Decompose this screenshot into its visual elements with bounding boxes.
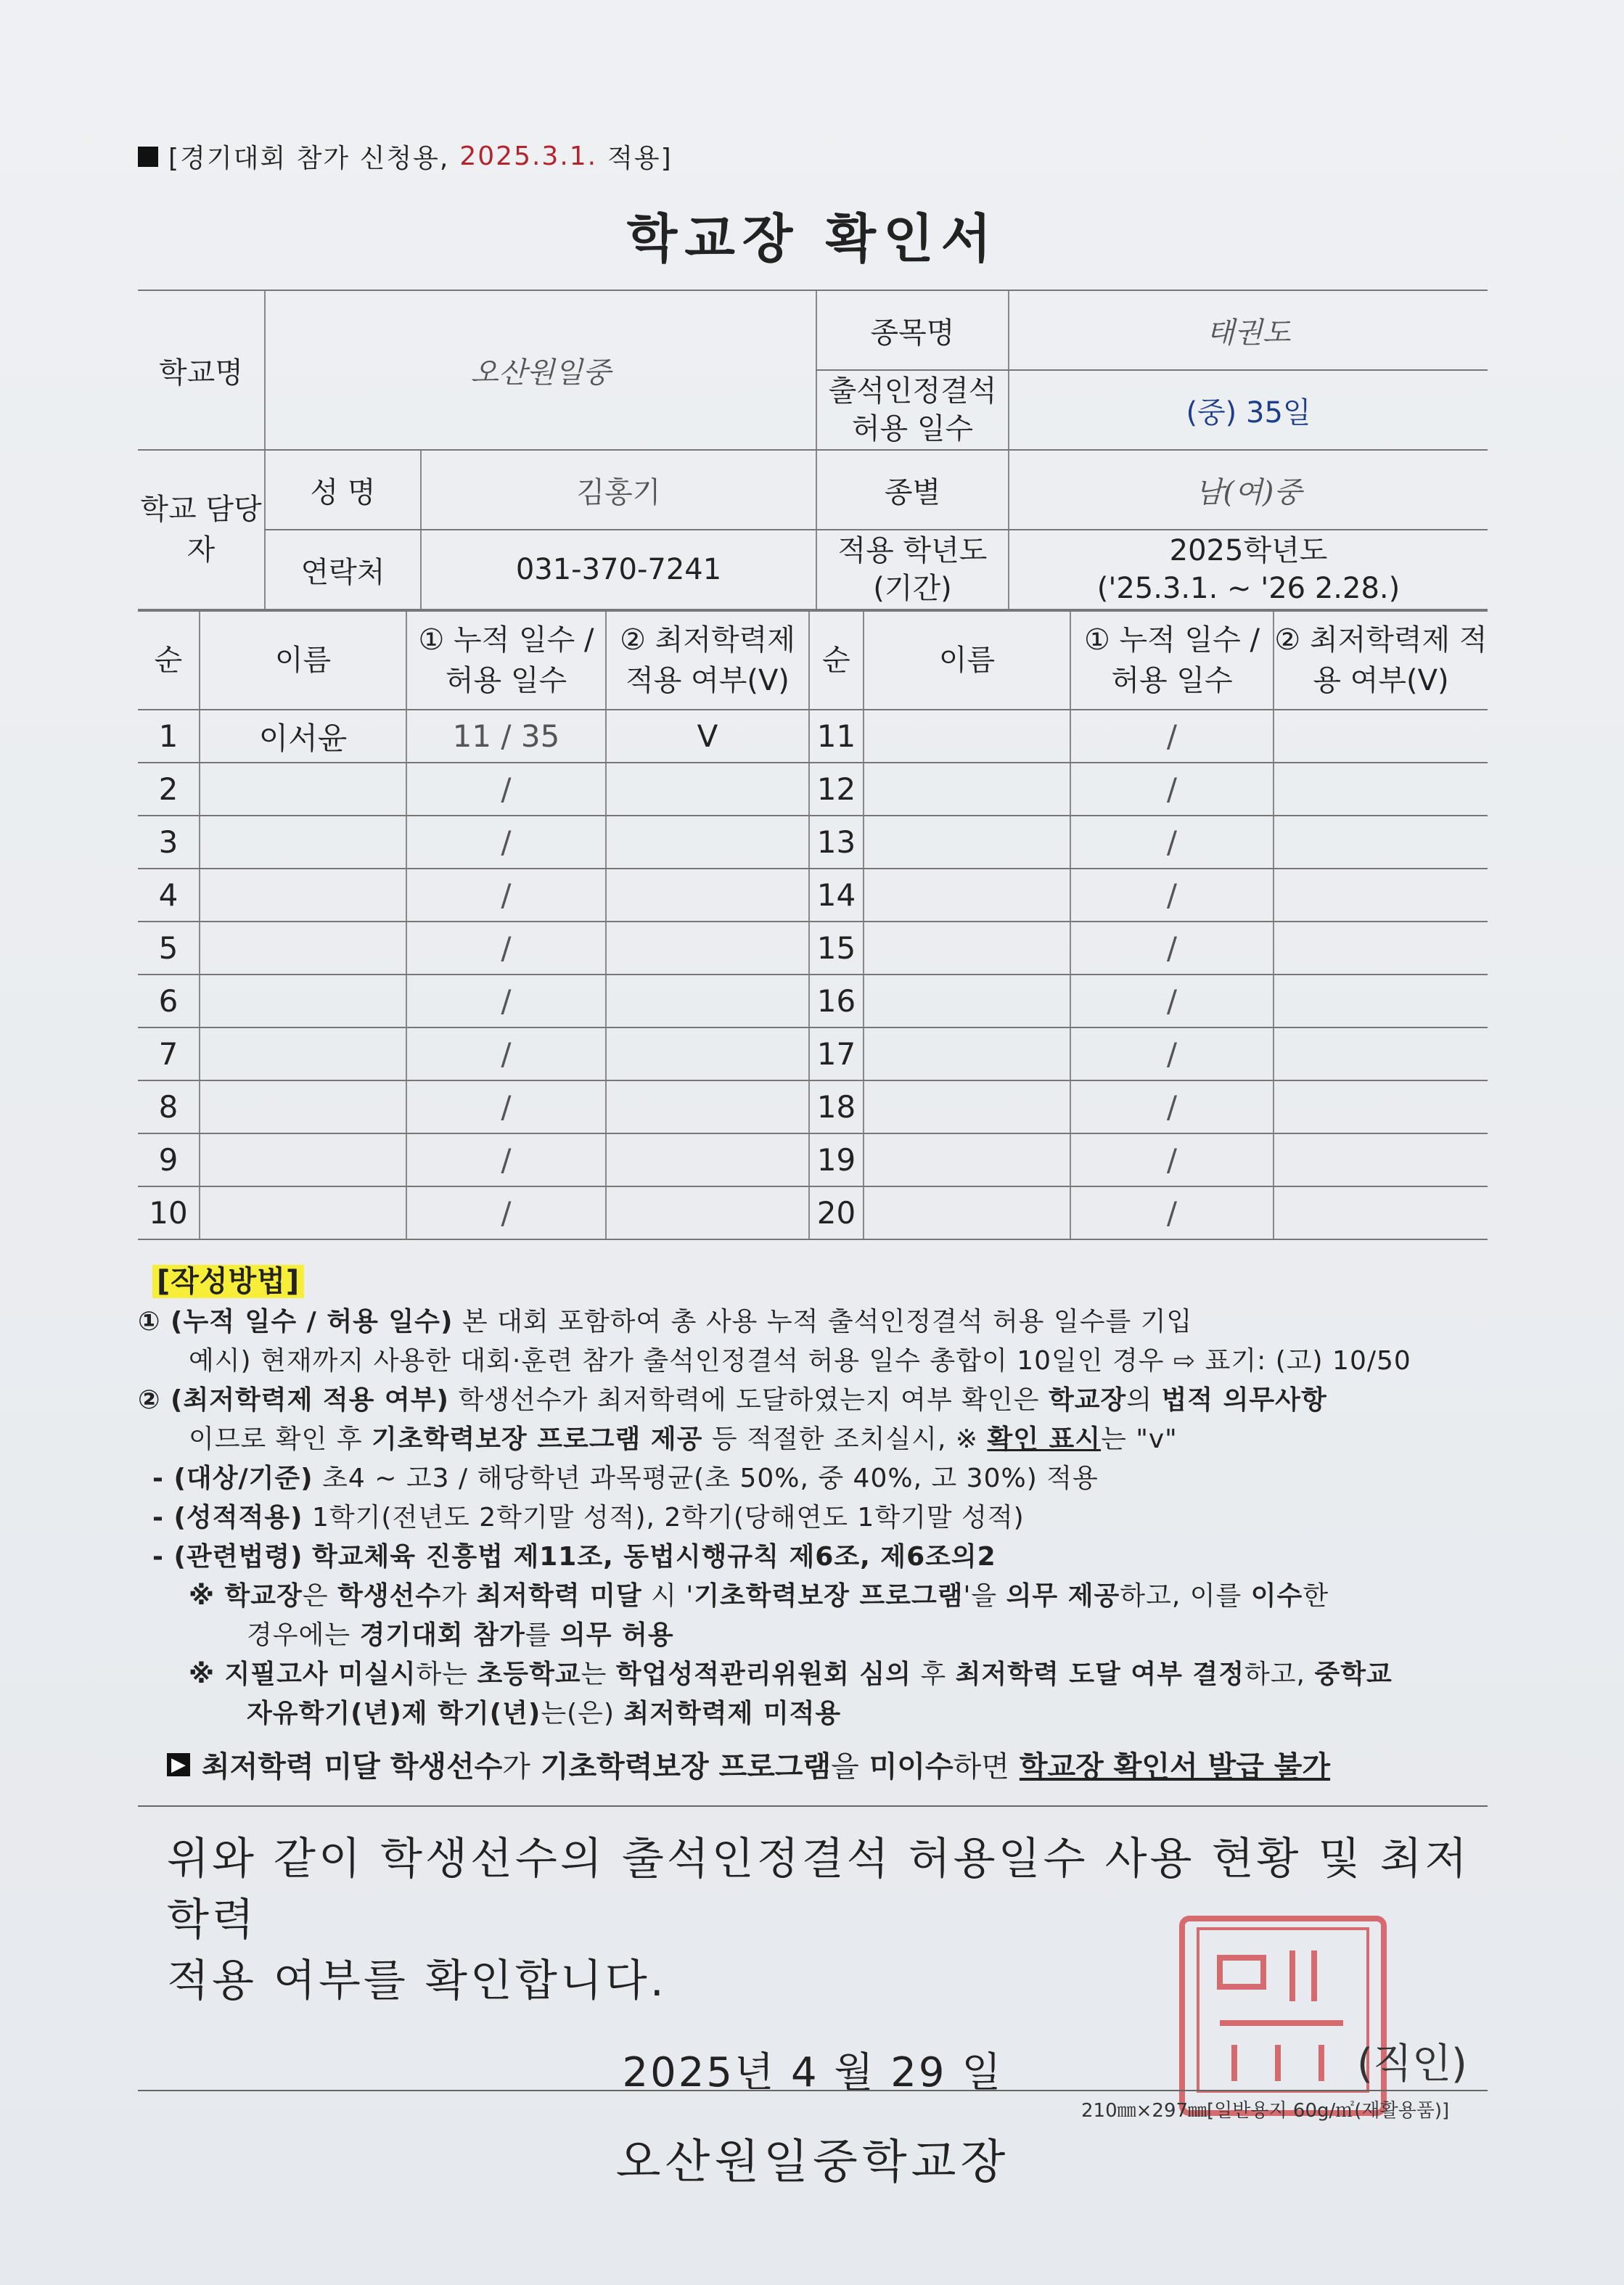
divider <box>138 1805 1488 1807</box>
note2-line2-c: 최저학력제 미적용 <box>623 1699 842 1728</box>
note1-b: 은 <box>302 1581 329 1611</box>
sport-label: 종목명 <box>816 290 1009 370</box>
bottom-divider <box>138 2090 1488 2091</box>
note1-g: 기초학력보장 프로그램 <box>694 1581 964 1611</box>
note1-i: 의무 제공 <box>1006 1581 1120 1611</box>
final-note <box>138 1744 1488 1785</box>
row-check <box>606 1186 809 1239</box>
final-d: 을 <box>831 1750 859 1784</box>
signer-name: 오산원일중학교장 <box>615 2136 1010 2189</box>
col-min: ② 최저학력제 적용 여부(V) <box>606 611 809 710</box>
confirm-line1: 위와 같이 학생선수의 출석인정결석 허용일수 사용 현황 및 최저학력 <box>167 1834 1470 1945</box>
name-label: 성 명 <box>265 450 421 530</box>
row-no: 2 <box>138 763 200 816</box>
row-check-right <box>1274 922 1488 975</box>
square-bullet-icon <box>138 147 158 167</box>
row-days: / <box>406 922 606 975</box>
note1-h: '을 <box>963 1581 998 1611</box>
year-value: 2025학년도 <box>1169 534 1328 567</box>
row-name <box>200 975 406 1027</box>
guide-item2-program: 기초학력보장 프로그램 제공 <box>372 1424 703 1454</box>
col-no-right: 순 <box>809 611 864 710</box>
guide-item1-example: 예시) 현재까지 사용한 대회·훈련 참가 출석인정결석 허용 일수 총합이 10일인 경우 ⇨ 표기: (고) 10/50 <box>189 1346 1411 1376</box>
row-check <box>606 922 809 975</box>
guide-sub3-text: 학교체육 진흥법 제11조, 동법시행규칙 제6조, 제6조의2 <box>311 1542 996 1572</box>
sport-value: 태권도 <box>1009 290 1488 370</box>
table-row <box>138 922 1488 975</box>
seal-label: (직인) <box>1357 2040 1467 2088</box>
row-check-right <box>1274 710 1488 763</box>
note2-i: 중학교 <box>1314 1660 1393 1689</box>
row-no-right: 15 <box>809 922 864 975</box>
writing-guide <box>138 1262 1488 1734</box>
row-days: / <box>406 975 606 1027</box>
final-c: 기초학력보장 프로그램 <box>540 1750 832 1784</box>
row-name-right <box>864 1027 1070 1080</box>
header-note-prefix: [경기대회 참가 신청용, <box>168 144 450 173</box>
row-name-right <box>864 1080 1070 1133</box>
paper-spec: 210㎜×297㎜[일반용지 60g/㎡(재활용품)] <box>1081 2100 1450 2122</box>
row-name <box>200 869 406 922</box>
row-name <box>200 1027 406 1080</box>
col-min-right: ② 최저학력제 적용 여부(V) <box>1274 611 1488 710</box>
row-name-right <box>864 922 1070 975</box>
note2-line2-b: 는(은) <box>541 1699 615 1728</box>
row-no: 5 <box>138 922 200 975</box>
note1-line2-a: 경우에는 <box>247 1620 351 1650</box>
absence-value: (중) 35일 <box>1009 370 1488 450</box>
row-no: 6 <box>138 975 200 1027</box>
row-no-right: 17 <box>809 1027 864 1080</box>
gender-value: 남(여)중 <box>1009 450 1488 530</box>
final-g: 학교장 확인서 발급 불가 <box>1019 1750 1331 1784</box>
table-row <box>138 816 1488 869</box>
header-note-suffix: 적용] <box>607 144 673 173</box>
row-no-right: 20 <box>809 1186 864 1239</box>
name-value: 김홍기 <box>421 450 816 530</box>
row-check <box>606 975 809 1027</box>
row-no: 8 <box>138 1080 200 1133</box>
table-row <box>138 1027 1488 1080</box>
row-days: / <box>406 763 606 816</box>
guide-note1-line2 <box>138 1616 1488 1655</box>
row-days: / <box>406 1133 606 1186</box>
row-no: 1 <box>138 710 200 763</box>
note2-f: 후 <box>920 1660 947 1689</box>
row-days: / <box>406 816 606 869</box>
info-table <box>138 290 1488 610</box>
row-no: 3 <box>138 816 200 869</box>
guide-note1 <box>138 1577 1488 1616</box>
row-days-right: / <box>1070 975 1274 1027</box>
col-name: 이름 <box>200 611 406 710</box>
table-row <box>138 710 1488 763</box>
table-row <box>138 975 1488 1027</box>
row-no-right: 12 <box>809 763 864 816</box>
col-no: 순 <box>138 611 200 710</box>
issue-date: 2025년 4 월 29 일 <box>622 2049 1004 2096</box>
row-no-right: 19 <box>809 1133 864 1186</box>
arrow-right-icon: ▶ <box>167 1753 190 1776</box>
row-days: / <box>406 1186 606 1239</box>
row-days: 11 / 35 <box>406 710 606 763</box>
manager-label: 학교 담당자 <box>138 450 265 610</box>
guide-item2-line2-a: 이므로 확인 후 <box>189 1424 363 1454</box>
school-seal-icon <box>1179 1916 1387 2116</box>
table-header-row <box>138 611 1488 710</box>
seal-graphic <box>1191 1921 1375 2099</box>
guide-sub1-title: - (대상/기준) <box>152 1464 313 1493</box>
row-days-right: / <box>1070 1186 1274 1239</box>
row-days-right: / <box>1070 710 1274 763</box>
guide-item2-principal: 학교장 <box>1048 1385 1127 1415</box>
table-row <box>138 1133 1488 1186</box>
row-name-right <box>864 710 1070 763</box>
row-no: 4 <box>138 869 200 922</box>
row-check-right <box>1274 763 1488 816</box>
final-b: 가 <box>502 1750 530 1784</box>
contact-value: 031-370-7241 <box>421 530 816 610</box>
row-name-right <box>864 1133 1070 1186</box>
guide-item2-mark: 확인 표시 <box>987 1424 1102 1454</box>
header-note-date: 2025.3.1. <box>459 141 598 171</box>
note1-f: 시 ' <box>651 1581 694 1611</box>
guide-item2-particle: 의 <box>1126 1385 1153 1415</box>
row-name-right <box>864 1186 1070 1239</box>
guide-item2-line2-e: 는 "v" <box>1101 1424 1178 1454</box>
row-days-right: / <box>1070 922 1274 975</box>
row-no-right: 14 <box>809 869 864 922</box>
row-name-right <box>864 816 1070 869</box>
row-check <box>606 1080 809 1133</box>
row-no-right: 13 <box>809 816 864 869</box>
guide-item2-title: ② (최저학력제 적용 여부) <box>138 1385 449 1415</box>
row-check-right <box>1274 1080 1488 1133</box>
row-days-right: / <box>1070 816 1274 869</box>
guide-item2-line2-c: 등 적절한 조치실시, ※ <box>711 1424 978 1454</box>
row-name-right <box>864 975 1070 1027</box>
document-body <box>138 138 1488 2191</box>
row-no-right: 16 <box>809 975 864 1027</box>
table-body <box>138 710 1488 1239</box>
col-days: ① 누적 일수 / 허용 일수 <box>406 611 606 710</box>
row-days-right: / <box>1070 1027 1274 1080</box>
note2-g: 최저학력 도달 여부 결정 <box>955 1660 1244 1689</box>
row-days-right: / <box>1070 1080 1274 1133</box>
year-cell <box>1009 530 1488 610</box>
row-name <box>200 1133 406 1186</box>
row-check-right <box>1274 1027 1488 1080</box>
row-name-right <box>864 763 1070 816</box>
row-no: 7 <box>138 1027 200 1080</box>
note2-h: 하고, <box>1244 1660 1305 1689</box>
row-name: 이서윤 <box>200 710 406 763</box>
note2-c: 초등학교 <box>477 1660 581 1689</box>
row-name <box>200 816 406 869</box>
row-days-right: / <box>1070 1133 1274 1186</box>
row-name <box>200 763 406 816</box>
note2-line2-a: 자유학기(년)제 학기(년) <box>247 1699 541 1728</box>
table-row <box>138 1186 1488 1239</box>
document-title: 학교장 확인서 <box>626 208 999 269</box>
row-no: 10 <box>138 1186 200 1239</box>
row-check-right <box>1274 975 1488 1027</box>
table-row <box>138 869 1488 922</box>
row-days: / <box>406 1027 606 1080</box>
guide-sub1-text: 초4 ~ 고3 / 해당학년 과목평균(초 50%, 중 40%, 고 30%) 적용 <box>322 1464 1099 1493</box>
row-no-right: 11 <box>809 710 864 763</box>
guide-item1-text: 본 대회 포함하여 총 사용 누적 출석인정결석 허용 일수를 기입 <box>462 1307 1193 1337</box>
note1-j: 하고, 이를 <box>1120 1581 1242 1611</box>
student-table <box>138 610 1488 1240</box>
row-name <box>200 922 406 975</box>
guide-sub2-text: 1학기(전년도 2학기말 성적), 2학기(당해연도 1학기말 성적) <box>311 1503 1025 1533</box>
absence-label: 출석인정결석 허용 일수 <box>816 370 1009 450</box>
row-check <box>606 763 809 816</box>
guide-sub2-title: - (성적적용) <box>152 1503 303 1533</box>
row-check-right <box>1274 816 1488 869</box>
guide-item1-title: ① (누적 일수 / 허용 일수) <box>138 1307 454 1337</box>
final-a: 최저학력 미달 학생선수 <box>202 1750 503 1784</box>
row-check <box>606 869 809 922</box>
row-check: V <box>606 710 809 763</box>
guide-sub3-title: - (관련법령) <box>152 1542 303 1572</box>
row-name-right <box>864 869 1070 922</box>
row-check-right <box>1274 1186 1488 1239</box>
row-check <box>606 1133 809 1186</box>
row-days: / <box>406 869 606 922</box>
guide-note2-line2 <box>138 1694 1488 1734</box>
row-no-right: 18 <box>809 1080 864 1133</box>
guide-heading: [작성방법] <box>152 1265 304 1298</box>
year-period: ('25.3.1. ~ '26 2.28.) <box>1096 572 1401 605</box>
note2-b: 하는 <box>416 1660 469 1689</box>
note1-a: ※ 학교장 <box>189 1581 303 1611</box>
final-f: 하면 <box>953 1750 1009 1784</box>
note1-d: 가 <box>441 1581 467 1611</box>
school-value: 오산원일중 <box>265 290 816 450</box>
note1-line2-d: 의무 허용 <box>560 1620 674 1650</box>
row-name <box>200 1186 406 1239</box>
contact-label: 연락처 <box>265 530 421 610</box>
final-e: 미이수 <box>869 1750 954 1784</box>
guide-note2 <box>138 1655 1488 1694</box>
note2-d: 는 <box>581 1660 607 1689</box>
note1-e: 최저학력 미달 <box>476 1581 642 1611</box>
note1-line2-c: 를 <box>525 1620 551 1650</box>
note2-e: 학업성적관리위원회 심의 <box>615 1660 911 1689</box>
gender-label: 종별 <box>816 450 1009 530</box>
row-check <box>606 816 809 869</box>
note2-a: ※ 지필고사 미실시 <box>189 1660 417 1689</box>
row-check-right <box>1274 1133 1488 1186</box>
guide-item2-legal: 법적 의무사항 <box>1161 1385 1327 1415</box>
col-days-right: ① 누적 일수 / 허용 일수 <box>1070 611 1274 710</box>
confirm-line2: 적용 여부를 확인합니다. <box>167 1956 667 2006</box>
row-days: / <box>406 1080 606 1133</box>
row-name <box>200 1080 406 1133</box>
guide-item2-text: 학생선수가 최저학력에 도달하였는지 여부 확인은 <box>458 1385 1040 1415</box>
note1-l: 한 <box>1303 1581 1329 1611</box>
table-row <box>138 1080 1488 1133</box>
year-label: 적용 학년도 (기간) <box>816 530 1009 610</box>
row-no: 9 <box>138 1133 200 1186</box>
col-name-right: 이름 <box>864 611 1070 710</box>
row-days-right: / <box>1070 763 1274 816</box>
row-days-right: / <box>1070 869 1274 922</box>
header-note <box>138 138 1488 175</box>
table-row <box>138 763 1488 816</box>
school-label: 학교명 <box>138 290 265 450</box>
row-check <box>606 1027 809 1080</box>
note1-line2-b: 경기대회 참가 <box>359 1620 525 1650</box>
row-check-right <box>1274 869 1488 922</box>
note1-c: 학생선수 <box>337 1581 442 1611</box>
note1-k: 이수 <box>1250 1581 1303 1611</box>
